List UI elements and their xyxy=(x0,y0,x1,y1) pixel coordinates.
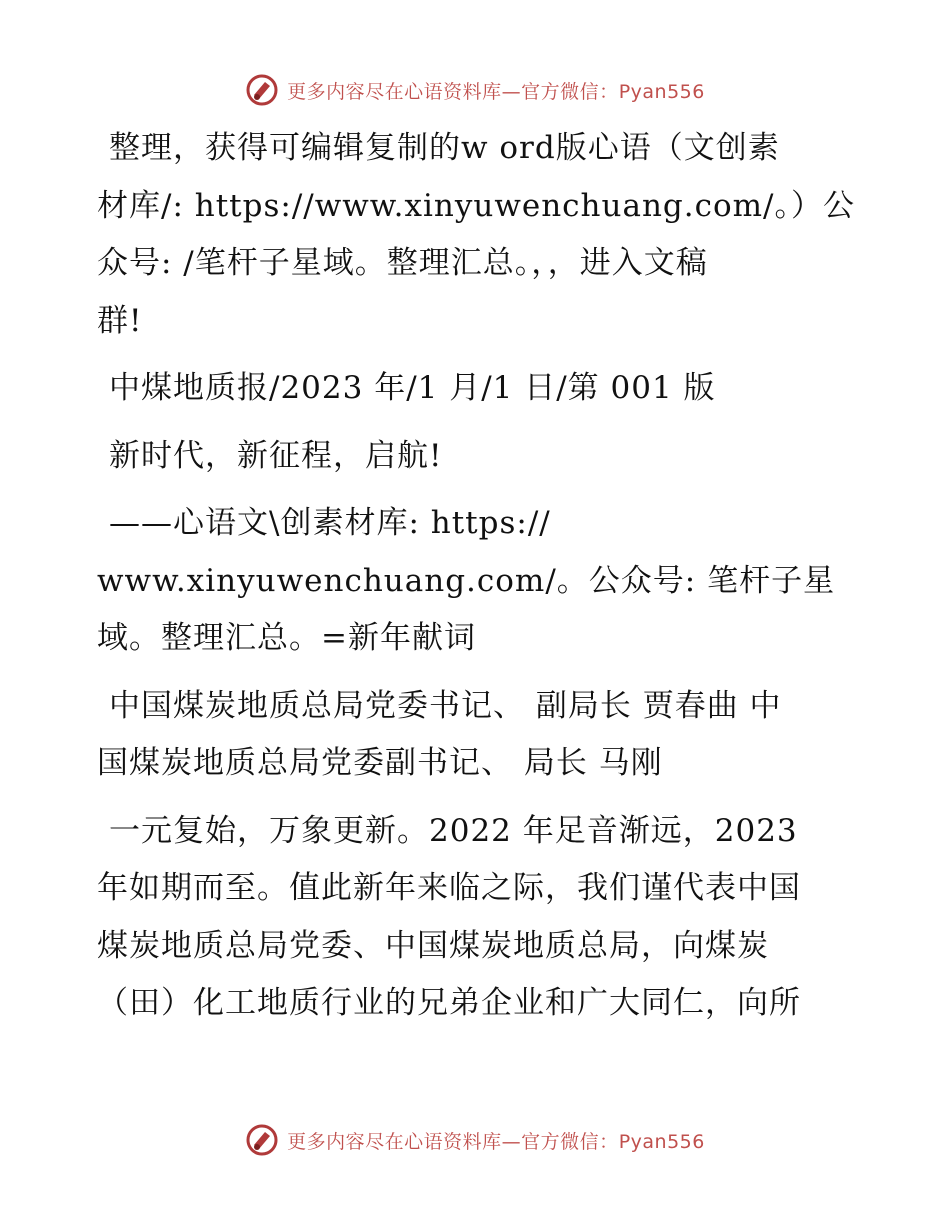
source-paragraph xyxy=(97,495,857,668)
footer-contact-id: Pyan556 xyxy=(618,1130,705,1153)
authors-paragraph xyxy=(97,678,857,793)
intro-line: 整理，获得可编辑复制的w ord版心语（文创素 xyxy=(109,130,780,166)
header-contact-label: 官方微信： xyxy=(521,80,619,103)
body-line: 一元复始，万象更新。2022 年足音渐远，2023 xyxy=(109,812,798,849)
source-line: 域。整理汇总。=新年献词 xyxy=(97,620,476,656)
footer-banner xyxy=(0,1120,950,1160)
logo-icon xyxy=(245,73,279,107)
dateline-text: 中煤地质报/2023 年/1 月/1 日/第 001 版 xyxy=(109,370,716,406)
body-line: （田）化工地质行业的兄弟企业和广大同仁，向所 xyxy=(97,985,801,1021)
footer-banner-text xyxy=(287,1127,705,1154)
authors-line: 国煤炭地质总局党委副书记、 局长 马刚 xyxy=(97,745,663,781)
logo-icon xyxy=(245,1123,279,1157)
footer-separator: — xyxy=(501,1130,522,1153)
headline xyxy=(97,428,857,486)
body-paragraph xyxy=(97,803,857,1033)
intro-line: 众号: /笔杆子星域。整理汇总。，，进入文稿 xyxy=(97,245,708,281)
source-line: ——心语文\创素材库: https:// xyxy=(109,505,551,541)
body-line: 煤炭地质总局党委、中国煤炭地质总局，向煤炭 xyxy=(97,927,769,964)
header-banner xyxy=(0,70,950,110)
intro-line: 材库/: https://www.xinyuwenchuang.com/。）公 xyxy=(97,187,855,224)
header-promo-text: 更多内容尽在心语资料库 xyxy=(287,80,502,103)
intro-paragraph xyxy=(97,120,857,350)
headline-text: 新时代，新征程，启航! xyxy=(109,437,443,474)
footer-contact-label: 官方微信： xyxy=(521,1130,619,1153)
authors-line: 中国煤炭地质总局党委书记、 副局长 贾春曲 中 xyxy=(109,687,782,724)
footer-promo-text: 更多内容尽在心语资料库 xyxy=(287,1130,502,1153)
header-separator: — xyxy=(501,80,522,103)
source-line: www.xinyuwenchuang.com/。公众号: 笔杆子星 xyxy=(97,562,836,599)
body-line: 年如期而至。值此新年来临之际，我们谨代表中国 xyxy=(97,870,801,906)
document-body xyxy=(97,120,857,1033)
header-contact-id: Pyan556 xyxy=(618,80,705,103)
header-banner-text xyxy=(287,77,705,104)
intro-line: 群! xyxy=(97,302,143,339)
dateline xyxy=(97,360,857,418)
